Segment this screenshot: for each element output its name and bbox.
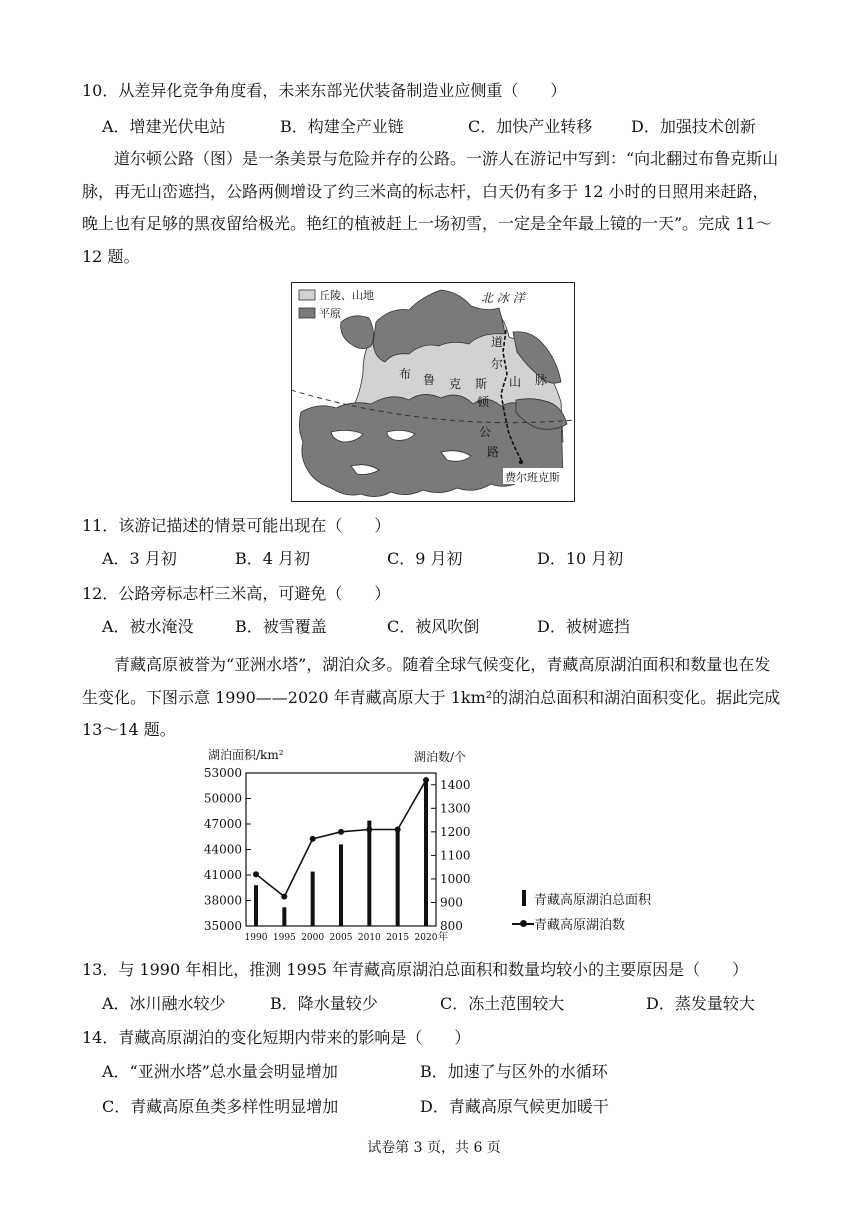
y2-tick-label: 1200 [440,824,471,839]
point-lake-count [253,871,259,877]
legend-line-dot [520,920,527,927]
point-lake-count [338,829,344,835]
q12-option-c: C．被风吹倒 [387,617,480,636]
q14-option-c: C．青藏高原鱼类多样性明显增加 [102,1097,339,1116]
y-tick-label: 38000 [203,893,242,908]
q13-option-d: D．蒸发量较大 [646,994,755,1013]
map-road-char: 道 [491,335,504,349]
x-tick-label: 2020 [414,933,438,943]
x-unit-label: 年 [438,932,448,943]
x-tick-label: 2010 [357,933,381,943]
chart-y2-axis-label: 湖泊数/个 [414,750,467,764]
y-tick-label: 35000 [203,919,242,933]
q10-stem: 10．从差异化竞争角度看，未来东部光伏装备制造业应侧重（ ） [82,81,567,100]
map-road-char: 尔 [491,357,504,371]
point-lake-count [310,836,316,842]
y-tick-label: 41000 [203,868,242,882]
map-range-char: 克 [449,377,462,391]
dalton-highway-map [291,282,575,502]
point-lake-count [281,894,287,900]
q10-option-b: B．构建全产业链 [280,117,404,136]
bar-lake-area [367,821,371,926]
q13-option-b: B．降水量较少 [270,994,378,1013]
y2-tick-label: 1100 [440,848,471,863]
map-road-char: 顿 [477,395,490,409]
legend-bar-label: 青藏高原湖泊总面积 [534,893,652,908]
y2-tick-label: 800 [440,919,463,933]
y-tick-label: 44000 [203,842,242,857]
q14-option-b: B．加速了与区外的水循环 [420,1062,608,1081]
q14-option-d: D．青藏高原气候更加暖干 [420,1097,609,1116]
y-tick-label: 53000 [203,766,242,780]
map-city-dot [519,460,523,464]
q10-option-d: D．加强技术创新 [631,117,756,136]
q12-option-b: B．被雪覆盖 [235,617,327,636]
y-tick-label: 50000 [203,791,242,806]
map-range-char: 斯 [475,377,488,391]
q10-option-c: C．加快产业转移 [468,117,593,136]
q12-stem: 12．公路旁标志杆三米高，可避免（ ） [82,584,391,603]
legend-line-label: 青藏高原湖泊数 [534,918,626,933]
x-tick-label: 1990 [244,933,268,943]
legend-hills-swatch [299,290,315,300]
passage-qinghai-tibet-lakes: 青藏高原被誉为“亚洲水塔”，湖泊众多。随着全球气候变化，青藏高原湖泊面积和数量也在发生变化。下图示意 1990——2020 年青藏高原大于 1km²的湖泊总面积和湖泊面积变化。据此完成 13～14 题。 [82,655,781,739]
point-lake-count [395,826,401,832]
point-lake-count [366,826,372,832]
map-ocean-label: 北 冰 洋 [481,291,525,305]
x-tick-label: 2005 [329,933,353,943]
q14-stem: 14．青藏高原湖泊的变化短期内带来的影响是（ ） [82,1028,471,1047]
q11-option-a: A．3 月初 [102,549,177,568]
lake-chart [196,743,496,948]
q10-option-a: A．增建光伏电站 [102,117,226,136]
x-tick-label: 2015 [386,933,410,943]
bar-lake-area [396,828,400,926]
map-range-char: 山 [509,375,522,389]
q11-option-c: C．9 月初 [387,549,463,568]
legend-plain-label: 平原 [319,307,341,320]
map-city-label: 费尔班克斯 [505,471,560,484]
bar-lake-area [311,872,315,926]
q13-stem: 13．与 1990 年相比，推测 1995 年青藏高原湖泊总面积和数量均较小的主要原因是（ ） [82,960,749,979]
chart-legend [510,888,710,938]
bar-lake-area [424,782,428,927]
legend-hills-label: 丘陵、山地 [319,289,374,302]
q14-option-a: A．“亚洲水塔”总水量会明显增加 [102,1062,338,1081]
legend-plain-swatch [299,308,315,318]
y2-tick-label: 1300 [440,801,471,816]
bar-lake-area [254,885,258,926]
point-lake-count [423,777,429,783]
x-tick-label: 2000 [301,933,325,943]
chart-y-axis-label: 湖泊面积/km² [208,748,284,762]
q12-option-a: A．被水淹没 [102,617,194,636]
map-road-char: 路 [487,445,500,459]
map-range-char: 鲁 [423,373,436,387]
legend-bar-swatch [522,890,526,906]
bar-lake-area [282,907,286,926]
q13-option-c: C．冻土范围较大 [440,994,565,1013]
bar-lake-area [339,844,343,926]
q11-option-d: D．10 月初 [537,549,624,568]
y-tick-label: 47000 [203,817,242,831]
y2-tick-label: 1000 [440,871,471,886]
map-range-char: 布 [399,367,412,381]
q11-option-b: B．4 月初 [235,549,311,568]
passage-dalton-highway: 道尔顿公路（图）是一条美景与危险并存的公路。一游人在游记中写到：“向北翻过布鲁克斯山脉，再无山峦遮挡，公路两侧增设了约三米高的标志杆，白天仍有多于 12 小时的日照用来赶路，晚上也有足够的黑夜留给极光。艳红的植被赶上一场初雪，一定是全年最上镜的一天”。完成 11～12 题。 [82,149,779,266]
q11-stem: 11．该游记描述的情景可能出现在（ ） [82,516,391,535]
map-range-char: 脉 [535,373,548,387]
x-tick-label: 1995 [272,933,296,943]
y2-tick-label: 900 [440,895,463,910]
q13-option-a: A．冰川融水较少 [102,994,226,1013]
q12-option-d: D．被树遮挡 [537,617,630,636]
page-footer: 试卷第 3 页，共 6 页 [367,1140,501,1156]
map-road-char: 公 [479,425,492,439]
y2-tick-label: 1400 [440,777,471,792]
